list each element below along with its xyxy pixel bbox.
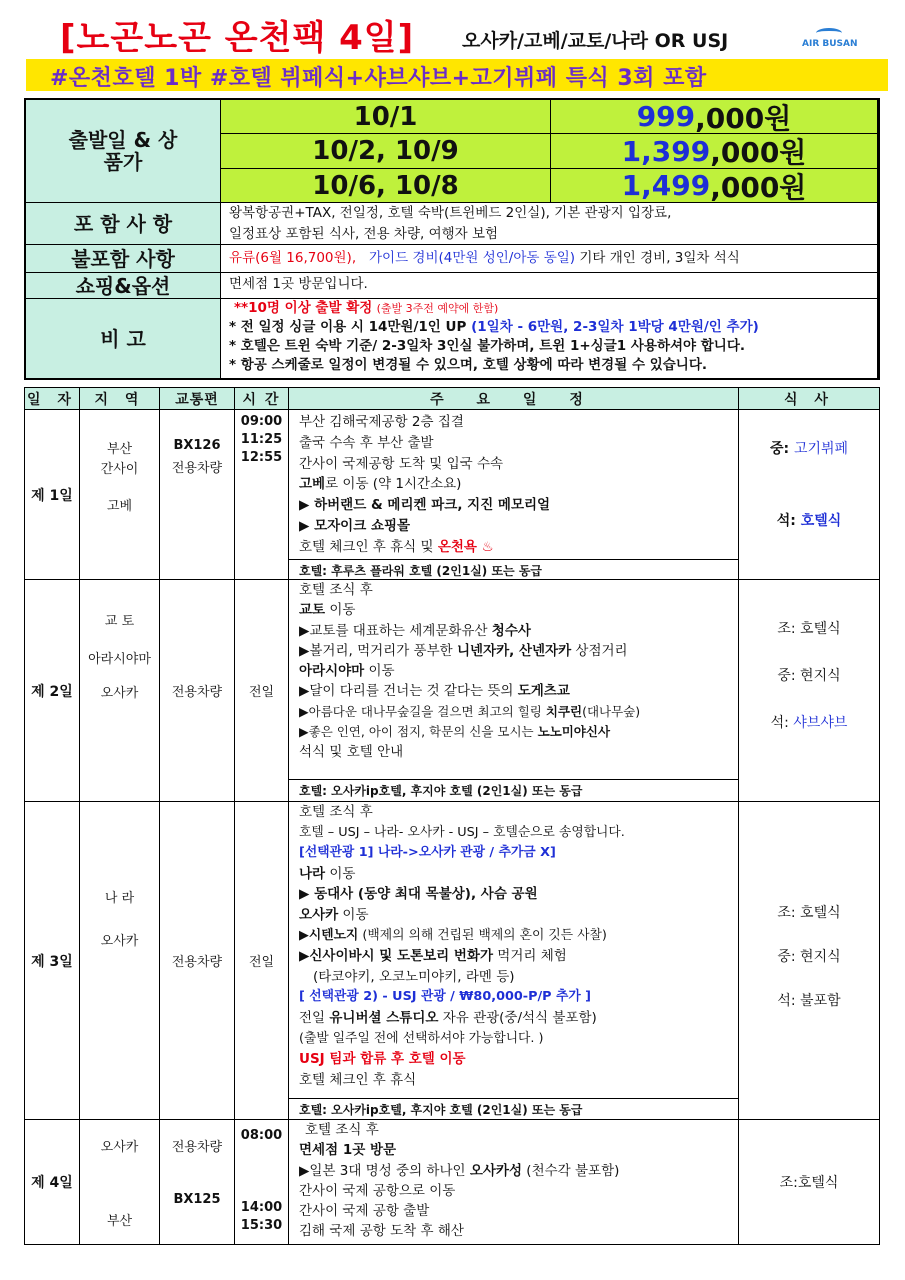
excluded-text: 유류(6월 16,700원), 가이드 경비(4만원 성인/아동 동일) 기타 개인 경비, 3일차 석식 <box>221 245 878 273</box>
day-1-hotel: 호텔: 후루츠 플라워 호텔 (2인1실) 또는 동급 <box>289 559 738 580</box>
included-text: 왕복항공권+TAX, 전일정, 호텔 숙박(트윈베드 2인실), 기본 관광지 입장료, 일정표상 포함된 식사, 전용 차량, 여행자 보험 <box>221 203 878 245</box>
included-label: 포 함 사 항 <box>26 203 221 245</box>
day-3-time: 전일 <box>235 802 289 1120</box>
day-3-schedule: 호텔 조식 후 호텔 – USJ – 나라- 오사카 - USJ – 호텔순으로 송영합니다. [선택관광 1] 나라->오사카 관광 / 추가금 X] 나라 이동 ▶ 동대사 (동양 최대 목불상), 사슴 공원 오사카 이동 ▶시텐노지 (백제의 의해 건립된 백제의 혼이 깃든 사찰) ▶신사이바시 및 도톤보리 번화가 먹거리 체험 (타코야키, 오코노미야키, 라멘 등) [ 선택관광 2) - USJ 관광 / ₩80,000-P/P 추가 ] 전일 유니버셜 스튜디오 자유 관광(중/석식 불포함) (출발 일주일 전에 선택하셔야 가능합니다. ) USJ 팀과 합류 후 호텔 이동 호텔 체크인 후 휴식 호텔: 오사카ip호텔, 후지야 호텔 (2인1실) 또는 동급 <box>289 802 739 1120</box>
day-1-transport: BX126 전용차량 <box>160 410 235 580</box>
departure-date: 10/6, 10/8 <box>221 169 551 203</box>
airplane-icon <box>816 28 842 38</box>
banner-text: #온천호텔 1박 #호텔 뷔페식+샤브샤브+고기뷔페 특식 3회 포함 <box>50 66 707 91</box>
day-1-label: 제 1일 <box>25 410 80 580</box>
day-3-transport: 전용차량 <box>160 802 235 1120</box>
route-subtitle: 오사카/고베/교토/나라 OR USJ <box>462 30 729 52</box>
day-1-schedule: 부산 김해국제공항 2층 집결 출국 수속 후 부산 출발 간사이 국제공항 도착 및 입국 수속 고베로 이동 (약 1시간소요) ▶ 하버랜드 & 메리켄 파크, 지진 메모리얼 ▶ 모자이크 쇼핑몰 호텔 체크인 후 휴식 및 온천욕 ♨ 호텔: 후루츠 플라워 호텔 (2인1실) 또는 동급 <box>289 410 739 580</box>
notes-text: **10명 이상 출발 확정 (출발 3주전 예약에 한함) * 전 일정 싱글 이용 시 14만원/1인 UP (1일차 - 6만원, 2-3일차 1박당 4만원/인 추가) * 호텔은 트윈 숙박 기준/ 2-3일차 3인실 불가하며, 트윈 1+싱글1 사용하셔야 합니다. * 항공 스케줄로 일정이 변경될 수 있으며, 호텔 상황에 따라 변경될 수 있습니다. <box>221 299 878 378</box>
excluded-label: 불포함 사항 <box>26 245 221 273</box>
highlight-banner <box>26 59 888 91</box>
col-meal-header: 식 사 <box>739 388 879 410</box>
itinerary-table <box>24 387 880 1245</box>
day-1-times: 09:00 11:25 12:55 <box>235 410 289 580</box>
col-transport-header: 교통편 <box>160 388 235 410</box>
day-2-time: 전일 <box>235 580 289 802</box>
shopping-label: 쇼핑&옵션 <box>26 273 221 299</box>
day-2-label: 제 2일 <box>25 580 80 802</box>
day-2-meals: 조: 호텔식 중: 현지식 석: 샤브샤브 <box>739 580 879 802</box>
header <box>60 10 900 58</box>
day-4-label: 제 4일 <box>25 1120 80 1244</box>
day-4-transport: 전용차량 BX125 <box>160 1120 235 1244</box>
departure-date: 10/1 <box>221 100 551 134</box>
shopping-text: 면세점 1곳 방문입니다. <box>221 273 878 299</box>
day-2-region: 교 토 아라시야마 오사카 <box>80 580 160 802</box>
departure-price: 999 ,000원 <box>551 100 878 134</box>
day-4-schedule: 호텔 조식 후 면세점 1곳 방문 ▶일본 3대 명성 중의 하나인 오사카성 (천수각 불포함) 간사이 국제 공항으로 이동 간사이 국제 공항 출발 김해 국제 공항 도착 후 해산 <box>289 1120 739 1244</box>
notes-label: 비 고 <box>26 299 221 378</box>
day-3-label: 제 3일 <box>25 802 80 1120</box>
col-schedule-header: 주 요 일 정 <box>289 388 739 410</box>
departure-price: 1,399 ,000원 <box>551 134 878 169</box>
day-3-meals: 조: 호텔식 중: 현지식 석: 불포함 <box>739 802 879 1120</box>
onsen-icon: 온천욕 ♨ <box>437 538 494 555</box>
day-1-meals: 중: 고기뷔페 석: 호텔식 <box>739 410 879 580</box>
day-2-schedule: 호텔 조식 후 교토 이동 ▶교토를 대표하는 세계문화유산 청수사 ▶볼거리, 먹거리가 풍부한 니넨자카, 산넨자카 상점거리 아라시야마 이동 ▶달이 다리를 건너는 것 같다는 뜻의 도게츠교 ▶아름다운 대나무숲길을 걸으면 최고의 힐링 치쿠린(대나무숲) ▶좋은 인연, 아이 점지, 학문의 신을 모시는 노노미야신사 석식 및 호텔 안내 호텔: 오사카ip호텔, 후지야 호텔 (2인1실) 또는 동급 <box>289 580 739 802</box>
day-4-times: 08:00 14:00 15:30 <box>235 1120 289 1244</box>
dates-label: 출발일 & 상품가 <box>26 100 221 203</box>
departure-date: 10/2, 10/9 <box>221 134 551 169</box>
day-1-region: 부산 간사이 고베 <box>80 410 160 580</box>
day-3-region: 나 라 오사카 <box>80 802 160 1120</box>
day-4-meals: 조:호텔식 <box>779 1175 839 1191</box>
day-4-region: 오사카 부산 <box>80 1120 160 1244</box>
day-2-transport: 전용차량 <box>160 580 235 802</box>
day-3-hotel: 호텔: 오사카ip호텔, 후지야 호텔 (2인1실) 또는 동급 <box>289 1098 738 1120</box>
day-2-hotel: 호텔: 오사카ip호텔, 후지야 호텔 (2인1실) 또는 동급 <box>289 779 738 802</box>
page-title: [노곤노곤 온천팩 4일] <box>60 18 415 58</box>
departure-price: 1,499 ,000원 <box>551 169 878 203</box>
col-region-header: 지 역 <box>80 388 160 410</box>
air-busan-logo: AIR BUSAN <box>802 28 857 52</box>
col-time-header: 시 간 <box>235 388 289 410</box>
summary-table <box>24 98 880 380</box>
col-day-header: 일 자 <box>25 388 80 410</box>
